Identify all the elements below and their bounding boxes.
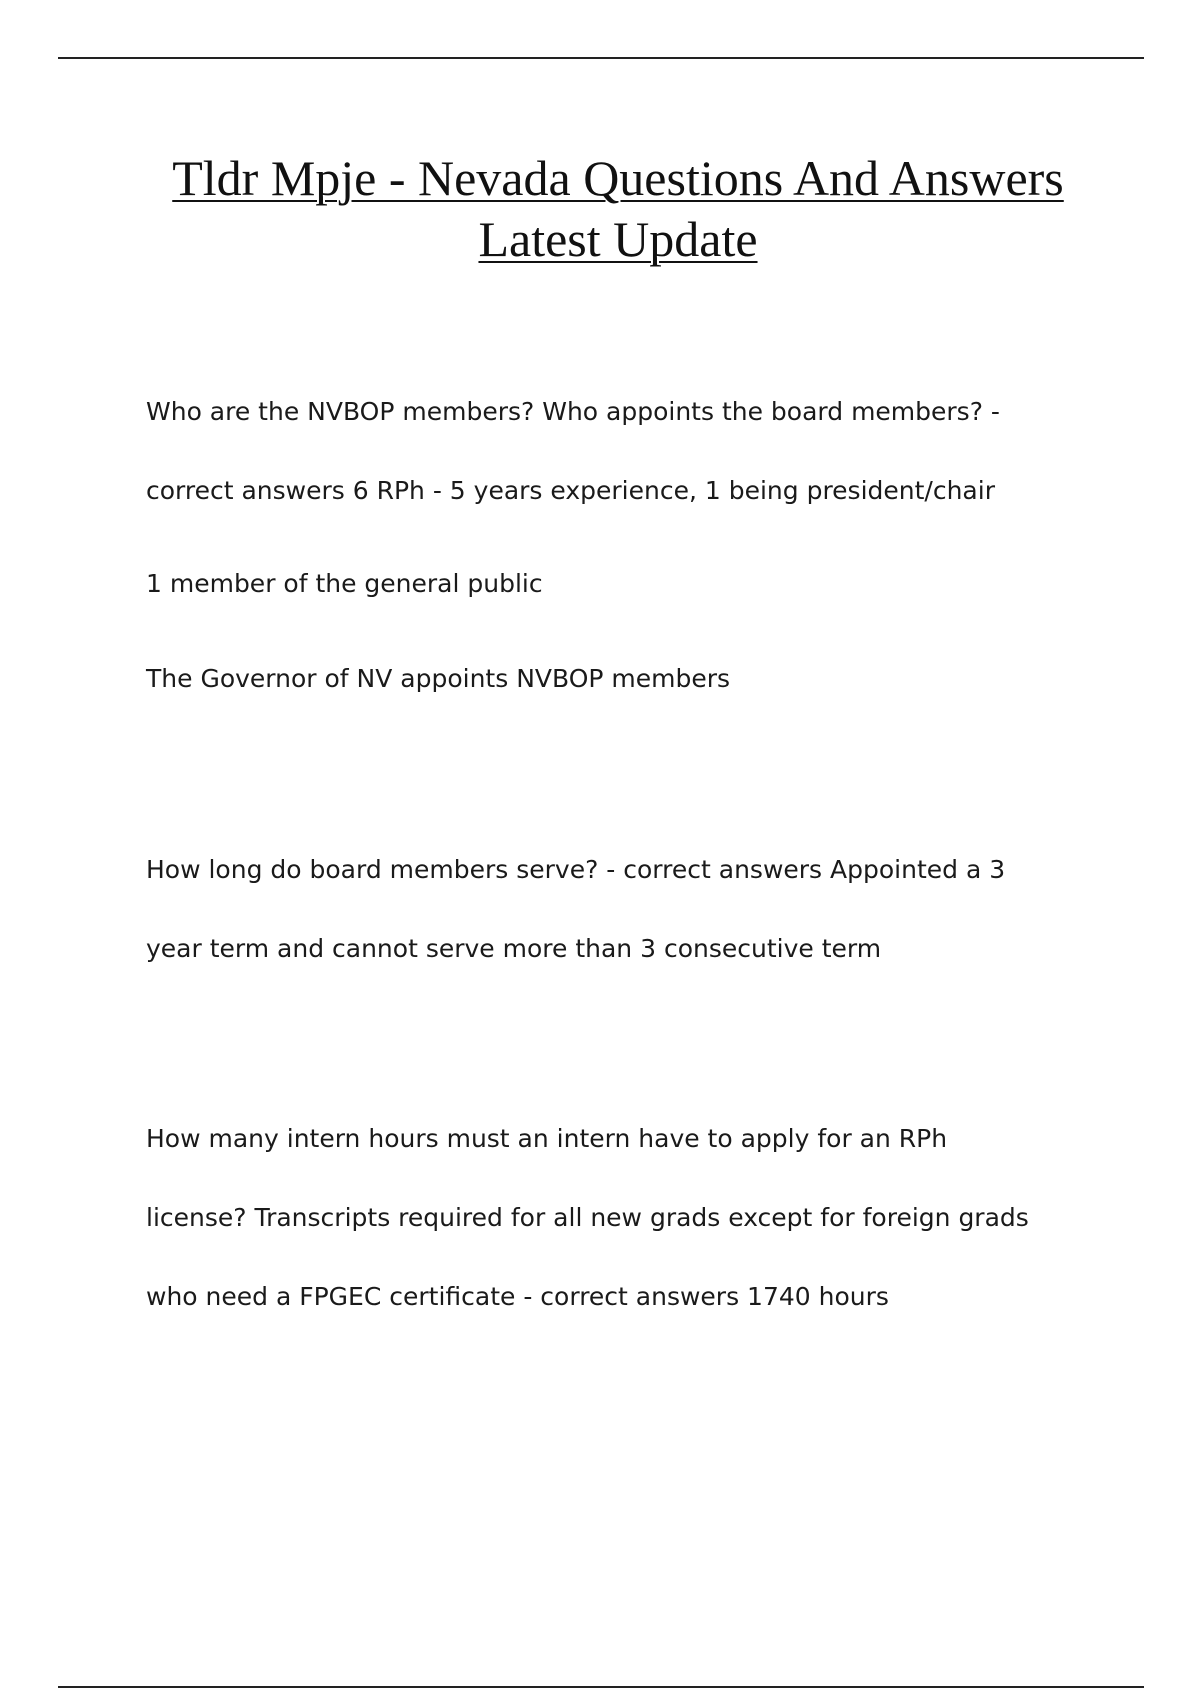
qa-term-length	[146, 830, 1146, 988]
text-line: How long do board members serve? - correct answers Appointed a 3	[146, 855, 1006, 884]
text-line: correct answers 6 RPh - 5 years experience, 1 being president/chair	[146, 476, 995, 505]
text-line: The Governor of NV appoints NVBOP members	[146, 664, 731, 693]
title-line-1: Tldr Mpje - Nevada Questions And Answers	[172, 150, 1064, 206]
text-line: license? Transcripts required for all new grads except for foreign grads	[146, 1203, 1029, 1232]
title-line-2: Latest Update	[478, 211, 758, 267]
qa-board-members-answer-cont	[146, 536, 1146, 726]
qa-board-members-question	[146, 372, 1146, 530]
text-line: How many intern hours must an intern have to apply for an RPh	[146, 1124, 948, 1153]
bottom-rule	[58, 1686, 1144, 1688]
top-rule	[58, 57, 1144, 59]
text-line: who need a FPGEC certificate - correct answers 1740 hours	[146, 1282, 889, 1311]
text-line: Who are the NVBOP members? Who appoints the board members? -	[146, 397, 1000, 426]
document-title	[58, 148, 1178, 270]
text-line: 1 member of the general public	[146, 569, 543, 598]
qa-intern-hours	[146, 1099, 1146, 1336]
text-line: year term and cannot serve more than 3 consecutive term	[146, 934, 882, 963]
